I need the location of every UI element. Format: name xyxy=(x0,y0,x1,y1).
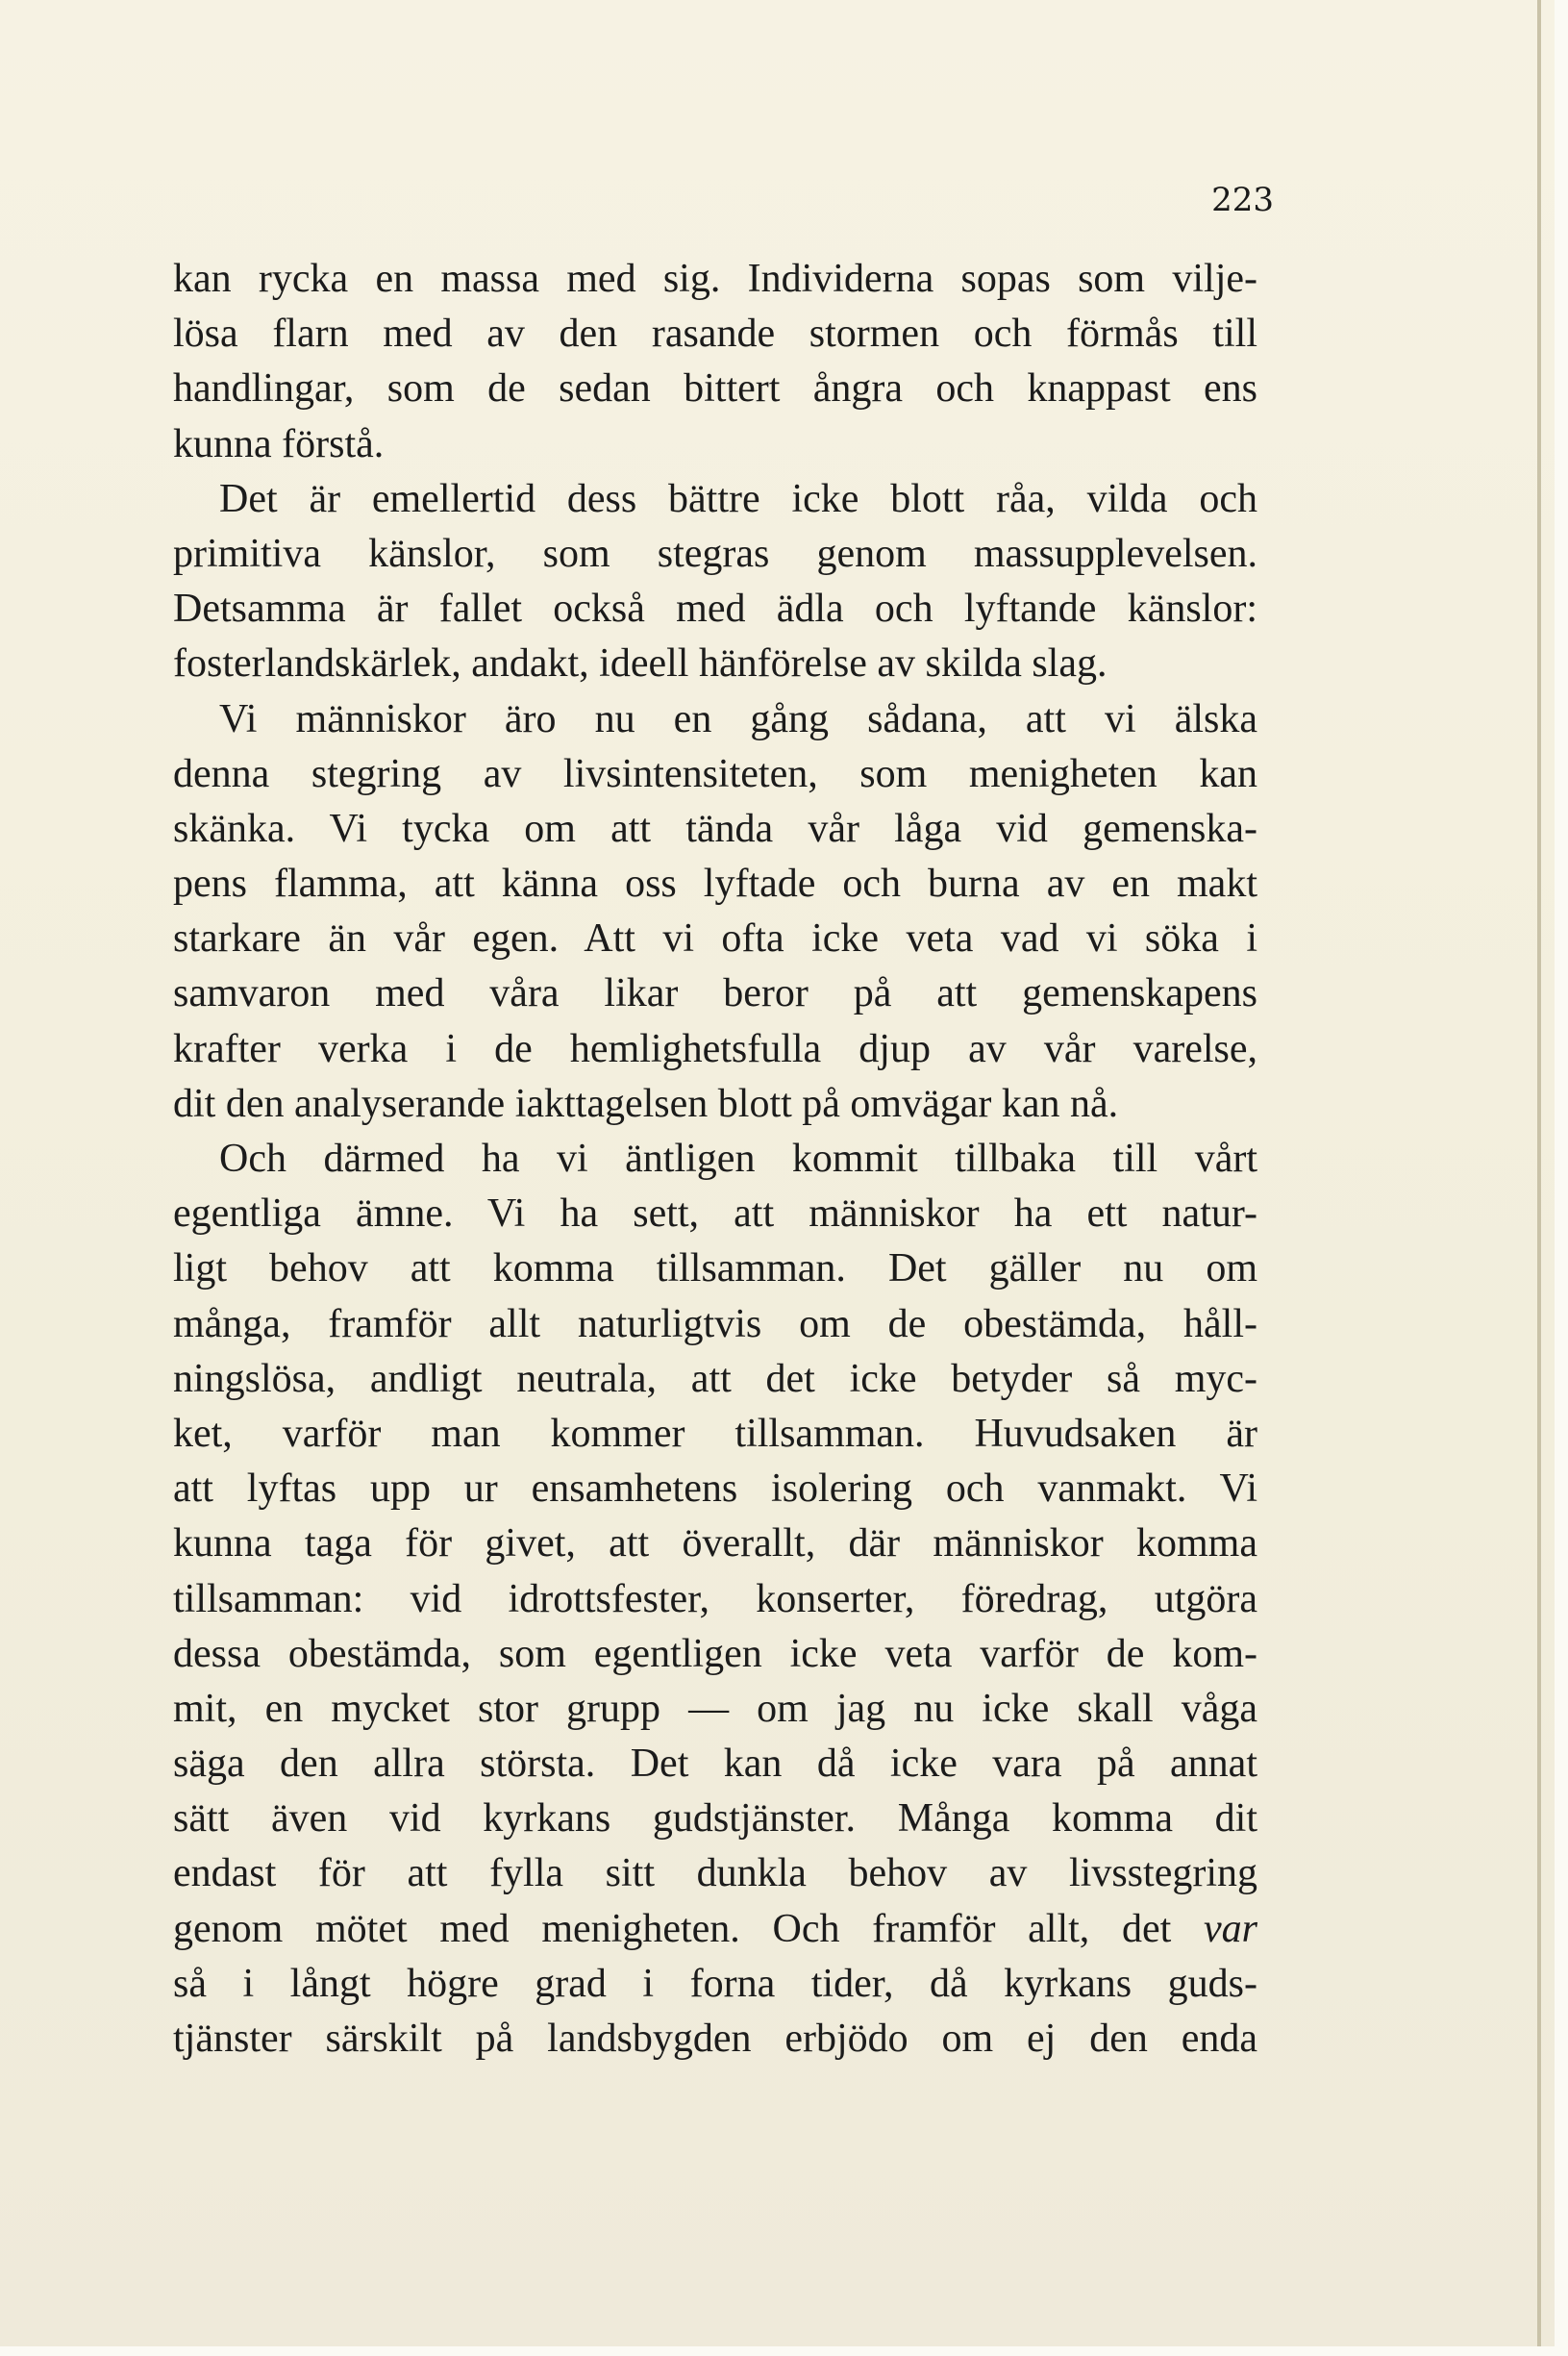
text-line: dessa obestämda, som egentligen icke veta varför de kom- xyxy=(173,1631,1257,1676)
italic-word: var xyxy=(1204,1906,1257,1951)
text-line: ligt behov att komma tillsamman. Det gäller nu om xyxy=(173,1246,1257,1291)
text-line: samvaron med våra likar beror på att gemenskapens xyxy=(173,971,1257,1016)
text-line: primitiva känslor, som stegras genom massupplevelsen. xyxy=(173,531,1257,576)
text-line: starkare än vår egen. Att vi ofta icke veta vad vi söka i xyxy=(173,916,1257,962)
text-line: pens flamma, att känna oss lyftade och burna av en makt xyxy=(173,862,1257,907)
text-line: många, framför allt naturligtvis om de obestämda, håll- xyxy=(173,1301,1257,1346)
page-edge xyxy=(1537,0,1541,2346)
text-line: Detsamma är fallet också med ädla och lyftande känslor: xyxy=(173,587,1257,632)
text-line: tjänster särskilt på landsbygden erbjödo om ej den enda xyxy=(173,2017,1257,2061)
text-line: egentliga ämne. Vi ha sett, att människor ha ett natur- xyxy=(173,1191,1257,1237)
text-line: Och därmed ha vi äntligen kommit tillbaka till vårt xyxy=(219,1137,1257,1181)
text-line: ningslösa, andligt neutrala, att det icke betyder så myc- xyxy=(173,1356,1257,1401)
text-line xyxy=(173,1902,1257,1957)
text-line: säga den allra största. Det kan då icke vara på annat xyxy=(173,1742,1257,1787)
body-text xyxy=(173,252,1257,2067)
text-line: kunna förstå. xyxy=(173,421,385,466)
text-line: ket, varför man kommer tillsamman. Huvudsaken är xyxy=(173,1411,1257,1456)
text-line-segment: genom mötet med menigheten. Och framför allt, det xyxy=(173,1906,1204,1951)
text-line: att lyftas upp ur ensamhetens isolering och vanmakt. Vi xyxy=(173,1466,1257,1512)
text-line: Det är emellertid dess bättre icke blott råa, vilda och xyxy=(219,476,1257,521)
text-line: fosterlandskärlek, andakt, ideell hänförelse av skilda slag. xyxy=(173,641,1108,687)
text-line: endast för att fylla sitt dunkla behov av livsstegring xyxy=(173,1851,1257,1896)
text-line: kan rycka en massa med sig. Individerna sopas som vilje- xyxy=(173,257,1257,301)
text-line: så i långt högre grad i forna tider, då kyrkans guds- xyxy=(173,1961,1257,2006)
text-line: skänka. Vi tycka om att tända vår låga vid gemenska- xyxy=(173,806,1257,851)
text-line: handlingar, som de sedan bittert ångra och knappast ens xyxy=(173,366,1257,412)
text-line: Vi människor äro nu en gång sådana, att vi älska xyxy=(219,696,1257,741)
text-line: dit den analyserande iakttagelsen blott på omvägar kan nå. xyxy=(173,1081,1119,1126)
text-line: mit, en mycket stor grupp — om jag nu icke skall våga xyxy=(173,1686,1257,1731)
text-line: krafter verka i de hemlighetsfulla djup av vår varelse, xyxy=(173,1026,1257,1071)
page-number: 223 xyxy=(1211,181,1274,219)
text-line: denna stegring av livsintensiteten, som menigheten kan xyxy=(173,751,1257,796)
text-line: kunna taga för givet, att överallt, där människor komma xyxy=(173,1521,1257,1566)
text-line: tillsamman: vid idrottsfester, konserter, föredrag, utgöra xyxy=(173,1576,1257,1621)
text-line: sätt även vid kyrkans gudstjänster. Många komma dit xyxy=(173,1796,1257,1842)
text-line: lösa flarn med av den rasande stormen och förmås till xyxy=(173,312,1257,357)
